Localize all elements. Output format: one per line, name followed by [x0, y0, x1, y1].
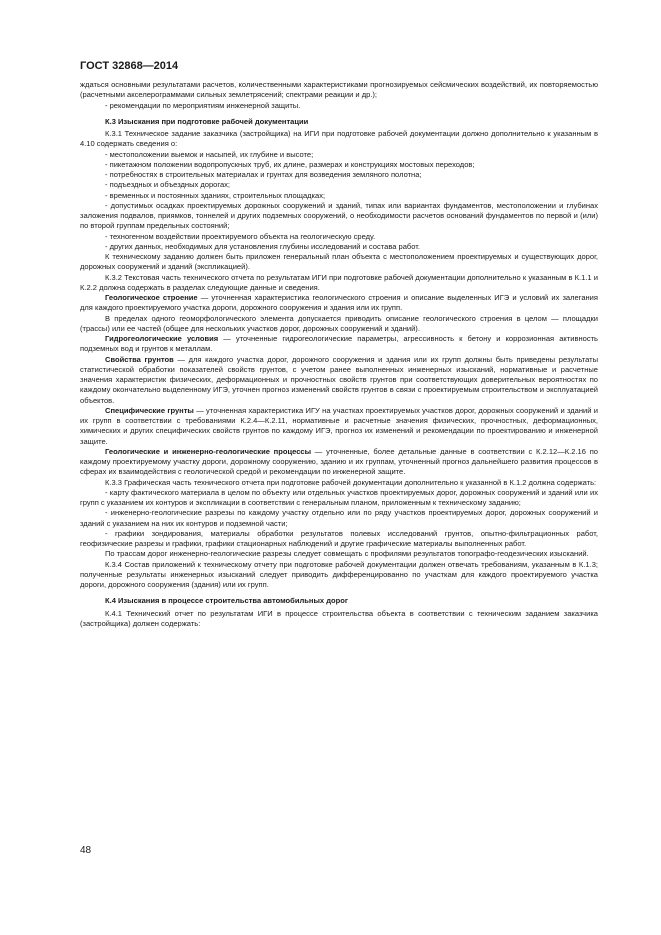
paragraph: К.3.4 Состав приложений к техническому отчету при подготовке рабочей документации должен отвечать требованиям, указанным в К.1.3; полученные результаты инженерных изысканий следует приводить дифференцированно по участкам для каждого проектируемого участка дороги, дорожного сооружения (здания) или их групп.	[80, 559, 598, 589]
list-item: - графики зондирования, материалы обработки результатов полевых исследований грунтов, опытно-фильтрационных работ, геофизические разрезы и графики, графики стационарных наблюдений и другие графические материалы выполненных работ.	[80, 528, 598, 548]
paragraph: К.3.2 Текстовая часть технического отчета по результатам ИГИ при подготовке рабочей документации дополнительно к указанным в К.1.1 и К.2.2 должна содержать в разделах следующие данные и сведения.	[80, 272, 598, 292]
document-header: ГОСТ 32868—2014	[80, 60, 179, 72]
document-body	[80, 80, 598, 629]
term-definition: — уточненная характеристика геологического строения и описание выделенных ИГЭ и условий их залегания для каждого проектируемого участка дороги, дорожного сооружения и здания или их групп.	[80, 293, 598, 313]
paragraph: К техническому заданию должен быть приложен генеральный план объекта с местоположением проектируемых и существующих дорог, дорожных сооружений и зданий (экспликацией).	[80, 252, 598, 272]
term-definition: — уточненная характеристика ИГУ на участках проектируемых участков дорог, дорожных сооружений и зданий и их групп в соответствии с требованиями К.2.4—К.2.11, нормативные и расчетные значения физических, прочностных, деформационных, химических и других специфических свойств грунтов по каждому ИГЭ, прогноз их изменений и рекомендации по проектированию и инженерной защите.	[80, 405, 598, 446]
paragraph	[80, 334, 598, 355]
list-item: - потребностях в строительных материалах и грунтах для возведения земляного полотна;	[105, 170, 422, 179]
paragraph	[80, 447, 598, 478]
term-definition: — для каждого участка дорог, дорожного сооружения и здания или их групп должны быть приведены результаты статистической обработки показателей свойств грунтов, с учетом ранее выполненных инженерных изысканий, нормативные и расчетные значения характеристик физических, деформационных и прочностных свойств грунтов при соответствующих доверительных вероятностях по каждому окончательно выделенному ИГЭ, уточнен прогноз изменений свойств грунтов в связи с проектируемым строительством и эксплуатацией объектов.	[80, 354, 598, 405]
list-item: - временных и постоянных зданиях, строительных площадках;	[105, 190, 326, 200]
section-heading: К.3 Изыскания при подготовке рабочей документации	[105, 116, 309, 126]
list-item: - местоположении выемок и насыпей, их глубине и высоте;	[105, 149, 314, 159]
paragraph: К.3.1 Техническое задание заказчика (застройщика) на ИГИ при подготовке рабочей документации должно дополнительно к указанным в 4.10 содержать сведения о:	[80, 129, 598, 149]
list-item: - допустимых осадках проектируемых дорожных сооружений и зданий, типах или вариантах фундаментов, местоположении и глубинах заложения подвалов, приямков, тоннелей и других подземных сооружений, о необходимости расчетов оснований фундаментов по первой и (или) по второй группам предельных состояний;	[80, 200, 598, 231]
list-item: - рекомендации по мероприятиям инженерной защиты.	[105, 100, 301, 110]
paragraph: По трассам дорог инженерно-геологические разрезы следует совмещать с профилями результатов топографо-геодезических изысканий.	[105, 549, 589, 559]
section-heading: К.4 Изыскания в процессе строительства автомобильных дорог	[105, 596, 348, 606]
list-item: - других данных, необходимых для установления глубины исследований и состава работ.	[105, 241, 420, 251]
page-number: 48	[80, 845, 92, 856]
list-item: - пикетажном положении водопропускных труб, их длине, размерах и конструкциях мостовых переходов;	[105, 159, 475, 169]
paragraph: К.4.1 Технический отчет по результатам ИГИ в процессе строительства объекта в соответствии с техническим заданием заказчика (застройщика) должен содержать:	[80, 608, 598, 628]
paragraph	[80, 355, 598, 406]
term-definition: — уточненные, более детальные данные в соответствии с К.2.12—К.2.16 по каждому проектируемому участку дороги, дорожному сооружению, зданию и их группам, уточненный прогноз дальнейшего развития процессов в сферах их взаимодействия с геологической средой и рекомендации по инженерной защите.	[80, 446, 598, 477]
term: Свойства грунтов	[105, 354, 174, 364]
list-item: - инженерно-геологические разрезы по каждому участку отдельно или по ряду участков проектируемых дорог, дорожных сооружений и зданий с указанием на них их контуров и подземной части;	[80, 508, 598, 528]
list-item: - техногенном воздействии проектируемого объекта на геологическую среду.	[105, 231, 376, 241]
term: Геологические и инженерно-геологические процессы	[105, 446, 312, 456]
paragraph: К.3.3 Графическая часть технического отчета при подготовке рабочей документации дополнительно к указанной в К.1.2 должна содержать:	[105, 477, 597, 487]
paragraph: В пределах одного геоморфологического элемента допускается приводить описание геологического строения в целом — площадки (трассы) или ее частей (общее для нескольких участков дорог, дорожных сооружений и зданий).	[80, 313, 598, 333]
paragraph: ждаться основными результатами расчетов, количественными характеристиками прогнозируемых сейсмических воздействий, их повторяемостью (расчетными акселерограммами сильных землетрясений; спектрами реакции и др.);	[80, 80, 598, 100]
term-definition: — уточненные гидрогеологические параметры, агрессивность к бетону и коррозионная активность подземных вод и грунтов к металлам.	[80, 334, 598, 354]
term: Гидрогеологические условия	[105, 334, 219, 343]
list-item: - карту фактического материала в целом по объекту или отдельных участков проектируемых дорог, дорожных сооружений и зданий или их групп с указанием их контуров и экспликации в соответствии с генеральным планом, приложенным к техническому заданию;	[80, 487, 598, 507]
list-item: - подъездных и объездных дорогах;	[105, 180, 231, 190]
paragraph	[80, 406, 598, 447]
paragraph	[80, 293, 598, 314]
term: Специфические грунты	[105, 405, 194, 415]
term: Геологическое строение	[105, 293, 198, 302]
